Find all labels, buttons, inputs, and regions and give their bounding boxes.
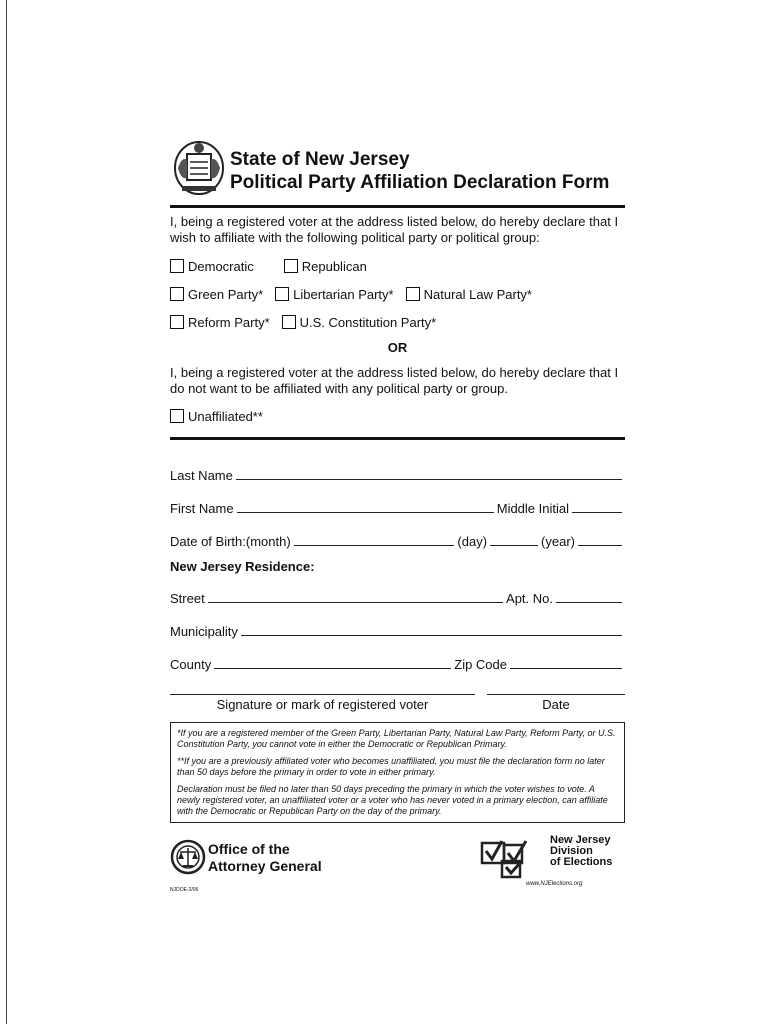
nj-state-seal-icon	[172, 138, 226, 196]
division-of-elections-checkmark-icon	[480, 835, 546, 879]
title-line-1: State of New Jersey	[230, 149, 410, 170]
note-minor-parties: *If you are a registered member of the Green Party, Libertarian Party, Natural Law Party, Reform Party, or U.S. Constitution Party, you cannot vote in either the Democratic or Republican Primary.	[177, 728, 616, 749]
last-name-line[interactable]	[236, 478, 622, 480]
party-option-reform[interactable]: Reform Party*	[170, 315, 270, 330]
signature-block[interactable]	[170, 694, 475, 712]
checkbox[interactable]	[406, 287, 420, 301]
party-option-green[interactable]: Green Party*	[170, 287, 263, 302]
county-line[interactable]	[214, 667, 451, 669]
first-name-field[interactable]: First Name Middle Initial	[170, 483, 625, 516]
checkbox[interactable]	[170, 315, 184, 329]
party-option-libertarian[interactable]: Libertarian Party*	[275, 287, 393, 302]
date-of-birth-field[interactable]: Date of Birth:(month) (day) (year)	[170, 516, 625, 549]
party-option-democratic[interactable]: Democratic	[170, 259, 254, 274]
dob-day-line[interactable]	[490, 544, 538, 546]
attorney-general-seal-icon	[170, 839, 206, 875]
note-filing-deadline: Declaration must be filed no later than 50 days preceding the primary in which the voter wishes to vote. A newly registered voter, an unaffiliated voter or a voter who has never voted in a primary election, can affiliate with the Democratic or Republican Party on the day of the primary.	[177, 784, 608, 816]
checkbox[interactable]	[170, 287, 184, 301]
municipality-line[interactable]	[241, 634, 622, 636]
dob-month-line[interactable]	[294, 544, 455, 546]
party-option-natural-law[interactable]: Natural Law Party*	[406, 287, 532, 302]
attorney-general-text: Office of the Attorney General	[208, 841, 322, 874]
or-separator: OR	[387, 340, 408, 355]
notes-box	[170, 722, 625, 823]
title-rule	[170, 205, 625, 208]
county-field[interactable]: County Zip Code	[170, 639, 625, 672]
date-label: Date	[487, 694, 625, 712]
last-name-field[interactable]: Last Name	[170, 450, 625, 483]
apt-line[interactable]	[556, 601, 622, 603]
unaffiliate-declaration-text: I, being a registered voter at the address listed below, do hereby declare that I do not want to be affiliated with any political party or group.	[170, 365, 619, 396]
zip-line[interactable]	[510, 667, 622, 669]
signature-label: Signature or mark of registered voter	[170, 694, 475, 712]
party-row	[170, 280, 625, 308]
checkbox[interactable]	[275, 287, 289, 301]
signature-row	[170, 694, 625, 712]
unaffiliated-option[interactable]: Unaffiliated**	[170, 405, 625, 427]
section-rule	[170, 437, 625, 440]
form-page	[170, 138, 625, 893]
party-row	[170, 308, 625, 336]
form-code: NJDOE-2/06	[170, 887, 199, 893]
checkbox[interactable]	[170, 259, 184, 273]
middle-initial-line[interactable]	[572, 511, 622, 513]
residence-heading: New Jersey Residence:	[170, 559, 315, 574]
first-name-line[interactable]	[237, 511, 494, 513]
form-footer	[170, 833, 625, 893]
title-line-2: Political Party Affiliation Declaration Form	[230, 172, 610, 193]
municipality-field[interactable]: Municipality	[170, 606, 625, 639]
party-options	[170, 252, 625, 336]
form-header	[170, 138, 625, 200]
page-edge-line	[6, 0, 7, 1024]
party-option-us-constitution[interactable]: U.S. Constitution Party*	[282, 315, 437, 330]
form-title	[230, 148, 609, 194]
street-line[interactable]	[208, 601, 503, 603]
checkbox[interactable]	[284, 259, 298, 273]
affiliate-declaration-text: I, being a registered voter at the address listed below, do hereby declare that I wish to affiliate with the following political party or political group:	[170, 214, 619, 245]
party-row	[170, 252, 625, 280]
checkbox[interactable]	[282, 315, 296, 329]
party-option-republican[interactable]: Republican	[284, 259, 367, 274]
date-block[interactable]	[487, 694, 625, 712]
elections-url: www.NJElections.org	[526, 881, 583, 887]
division-of-elections-text: New Jersey Division of Elections	[550, 834, 613, 868]
dob-year-line[interactable]	[578, 544, 622, 546]
street-field[interactable]: Street Apt. No.	[170, 580, 625, 606]
checkbox[interactable]	[170, 409, 184, 423]
note-unaffiliated: **If you are a previously affiliated voter who becomes unaffiliated, you must file the declaration form no later than 50 days before the primary in order to vote in either primary.	[177, 756, 605, 777]
